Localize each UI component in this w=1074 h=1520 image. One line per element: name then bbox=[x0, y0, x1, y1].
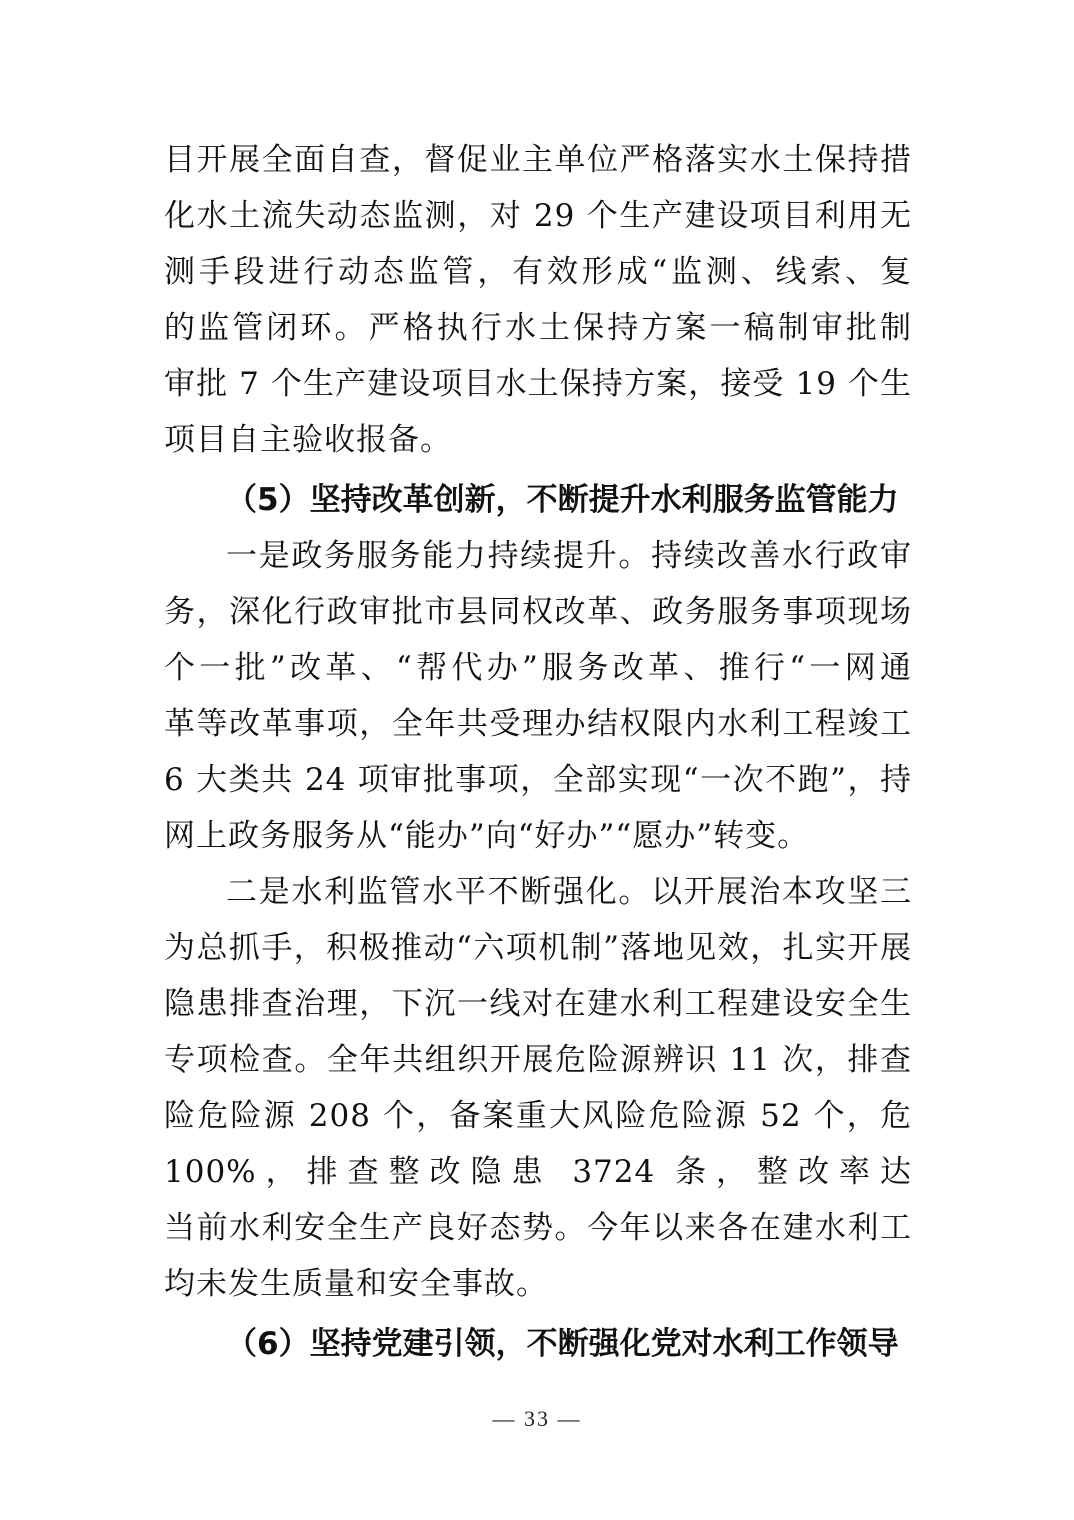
text-line: 项目自主验收报备。 bbox=[164, 422, 452, 458]
text-line: 隐患排查治理，下沉一线对在建水利工程建设安全生 bbox=[164, 986, 912, 1022]
text-line: 目开展全面自查，督促业主单位严格落实水土保持措 bbox=[164, 142, 912, 178]
page-number: — 33 — bbox=[492, 1406, 582, 1431]
text-line: 均未发生质量和安全事故。 bbox=[164, 1266, 548, 1302]
text-line: 险危险源 208 个，备案重大风险危险源 52 个，危 bbox=[164, 1098, 912, 1134]
paragraph-continued bbox=[164, 132, 912, 468]
text-line: 审批 7 个生产建设项目水土保持方案，接受 19 个生 bbox=[164, 366, 912, 402]
text-line: 个一批”改革、“帮代办”服务改革、推行“一网通 bbox=[164, 650, 912, 686]
text-line: 务，深化行政审批市县同权改革、政务服务事项现场 bbox=[164, 594, 912, 630]
section-heading-5: （5）坚持改革创新，不断提升水利服务监管能力 bbox=[226, 482, 899, 518]
text-line: 当前水利安全生产良好态势。今年以来各在建水利工 bbox=[164, 1210, 912, 1246]
text-line: 100%，排查整改隐患 3724 条，整改率达 bbox=[164, 1154, 912, 1190]
text-line: 化水土流失动态监测，对 29 个生产建设项目利用无 bbox=[164, 198, 912, 234]
text-line: 6 大类共 24 项审批事项，全部实现“一次不跑”，持 bbox=[164, 762, 912, 798]
text-line: 专项检查。全年共组织开展危险源辨识 11 次，排查 bbox=[164, 1042, 912, 1078]
paragraph-government-services bbox=[164, 528, 912, 864]
document-body bbox=[164, 132, 912, 1372]
paragraph-supervision bbox=[164, 864, 912, 1312]
text-line: 测手段进行动态监管，有效形成“监测、线索、复 bbox=[164, 254, 912, 290]
text-line: 革等改革事项，全年共受理办结权限内水利工程竣工 bbox=[164, 706, 912, 742]
text-line: 的监管闭环。严格执行水土保持方案一稿制审批制 bbox=[164, 310, 912, 346]
text-line: 二是水利监管水平不断强化。以开展治本攻坚三 bbox=[226, 874, 912, 910]
text-line: 一是政务服务能力持续提升。持续改善水行政审 bbox=[226, 538, 912, 574]
text-line: 网上政务服务从“能办”向“好办”“愿办”转变。 bbox=[164, 818, 810, 854]
text-line: 为总抓手，积极推动“六项机制”落地见效，扎实开展 bbox=[164, 930, 912, 966]
section-heading-6: （6）坚持党建引领，不断强化党对水利工作领导 bbox=[226, 1326, 899, 1362]
